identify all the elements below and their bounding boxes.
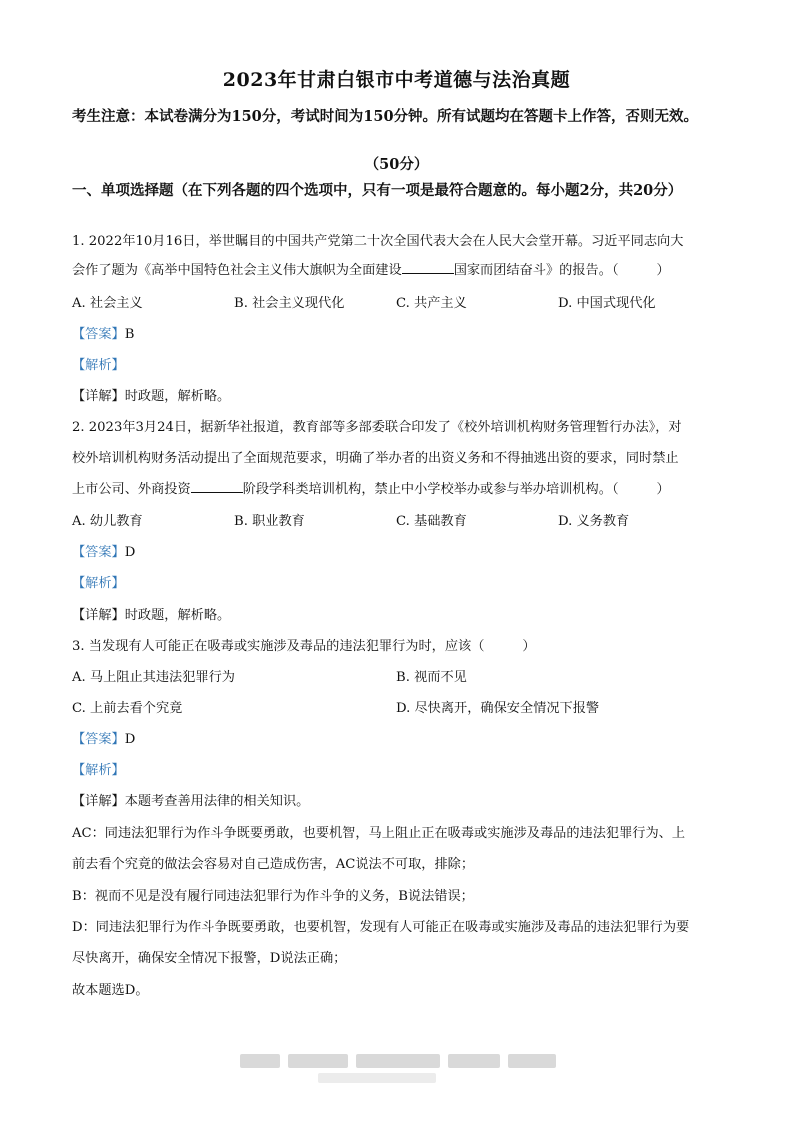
q3-explain-d-line1: D：同违法犯罪行为作斗争既要勇敢，也要机智，发现有人可能正在吸毒或实施涉及毒品的违法犯罪行为要 [72,920,690,935]
q3-explain-b: B：视而不见是没有履行同违法犯罪行为作斗争的义务，B说法错误； [72,889,474,904]
q2-option-c: C. 基础教育 [396,514,467,529]
q2-blank [191,480,243,493]
q2-analysis-tag: 【解析】 [72,576,125,591]
q3-option-a: A. 马上阻止其违法犯罪行为 [72,670,235,685]
q1-option-a: A. 社会主义 [72,296,143,311]
q3-explain-d-line2: 尽快离开，确保安全情况下报警，D说法正确； [72,951,347,966]
q2-stem-line2: 校外培训机构财务活动提出了全面规范要求，明确了举办者的出资义务和不得抽逃出资的要求，同时禁止 [72,451,679,466]
q2-stem-line1: 2. 2023年3月24日，据新华社报道，教育部等多部委联合印发了《校外培训机构财务管理暂行办法》，对 [72,420,682,435]
q3-analysis-tag: 【解析】 [72,763,125,778]
q2-stem-text-a: 上市公司、外商投资 [72,482,191,497]
q1-option-b: B. 社会主义现代化 [234,296,345,311]
q1-detail-tag: 【详解】 [72,389,125,404]
q2-stem-line3 [72,478,727,502]
q1-detail-text: 时政题，解析略。 [124,389,231,404]
q1-answer [72,323,134,347]
q3-stem [72,635,727,659]
q3-detail-text: 本题考查善用法律的相关知识。 [124,794,310,809]
q1-stem-text-c: ） [656,263,670,278]
q1-option-d: D. 中国式现代化 [558,296,656,311]
q1-stem-line1: 1. 2022年10月16日，举世瞩目的中国共产党第二十次全国代表大会在人民大会堂开幕。习近平同志向大 [72,234,684,249]
q3-option-c: C. 上前去看个究竟 [72,701,183,716]
q1-stem-text-a: 会作了题为《高举中国特色社会主义伟大旗帜为全面建设 [72,263,402,278]
q2-stem-text-c: ） [656,482,670,497]
q1-option-c: C. 共产主义 [396,296,467,311]
q1-blank [402,261,454,274]
q3-explain-ac-line1: AC：同违法犯罪行为作斗争既要勇敢，也要机智，马上阻止正在吸毒或实施涉及毒品的违法犯罪行为、上 [72,826,686,841]
q1-answer-tag: 【答案】 [72,327,125,342]
q2-detail-text: 时政题，解析略。 [124,608,231,623]
q2-option-d: D. 义务教育 [558,514,630,529]
q1-stem-text-b: 国家而团结奋斗》的报告。（ [453,263,619,278]
q3-detail-tag: 【详解】 [72,794,125,809]
q3-answer-value: D [124,732,136,747]
page-title: 2023年甘肃白银市中考道德与法治真题 [222,69,571,91]
q3-explain-ac-line2: 前去看个究竟的做法会容易对自己造成伤害，AC说法不可取，排除； [72,857,475,872]
q2-detail [72,604,727,628]
q3-conclusion: 故本题选D。 [72,983,149,998]
exam-notice: 考生注意：本试卷满分为150分，考试时间为150分钟。所有试题均在答题卡上作答，否则无效。 [72,108,699,125]
q3-stem-text-b: ） [522,639,536,654]
q2-option-a: A. 幼儿教育 [72,514,143,529]
q3-option-d: D. 尽快离开，确保安全情况下报警 [396,701,600,716]
q1-options [72,292,732,316]
q2-options [72,510,732,534]
q1-stem-line2 [72,259,727,283]
section-heading: 一、单项选择题（在下列各题的四个选项中，只有一项是最符合题意的。每小题2分，共20分） [72,182,683,199]
footer-watermark [240,1054,556,1068]
q2-answer-value: D [124,545,136,560]
q3-detail [72,790,727,814]
q3-stem-text-a: 3. 当发现有人可能正在吸毒或实施涉及毒品的违法犯罪行为时，应该（ [72,639,485,654]
q1-detail [72,385,727,409]
q2-option-b: B. 职业教育 [234,514,305,529]
q3-answer-tag: 【答案】 [72,732,125,747]
q1-answer-value: B [124,327,135,342]
q2-answer [72,541,135,565]
footer-watermark-sub [318,1073,436,1083]
q3-options-row1 [72,666,732,690]
q1-analysis-tag: 【解析】 [72,358,125,373]
q2-detail-tag: 【详解】 [72,608,125,623]
score-label: （50分） [364,156,429,173]
q3-option-b: B. 视而不见 [396,670,467,685]
q3-options-row2 [72,697,732,721]
q2-stem-text-b: 阶段学科类培训机构，禁止中小学校举办或参与举办培训机构。（ [242,482,619,497]
q2-answer-tag: 【答案】 [72,545,125,560]
q3-answer [72,728,135,752]
